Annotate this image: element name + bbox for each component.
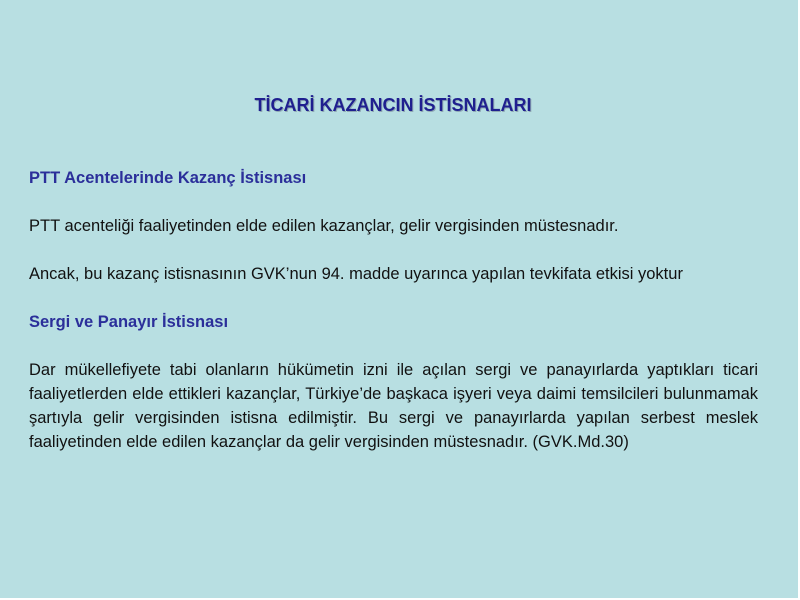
section-heading: PTT Acentelerinde Kazanç İstisnası <box>29 169 307 187</box>
section-ptt <box>29 166 758 286</box>
paragraph: PTT acenteliği faaliyetinden elde edilen kazançlar, gelir vergisinden müstesnadır. <box>29 217 619 235</box>
section-heading: Sergi ve Panayır İstisnası <box>29 313 229 331</box>
paragraph: Dar mükellefiyete tabi olanların hükümetin izni ile açılan sergi ve panayırlarda yaptıkları ticari faaliyetlerden elde ettikleri kazançlar, Türkiye’de başkaca işyeri veya daimi temsilcileri bulunmamak şartıyla gelir vergisinden istisna edilmiştir. Bu sergi ve panayırlarda yapılan serbest meslek faaliyetinden elde edilen kazançlar da gelir vergisinden müstesnadır. (GVK.Md.30) <box>29 361 758 451</box>
paragraph: Ancak, bu kazanç istisnasının GVK’nun 94. madde uyarınca yapılan tevkifata etkisi yoktur <box>29 265 683 283</box>
slide-content <box>29 166 758 454</box>
slide-title: TİCARİ KAZANCIN İSTİSNALARI <box>254 95 532 115</box>
section-sergi <box>29 310 758 454</box>
